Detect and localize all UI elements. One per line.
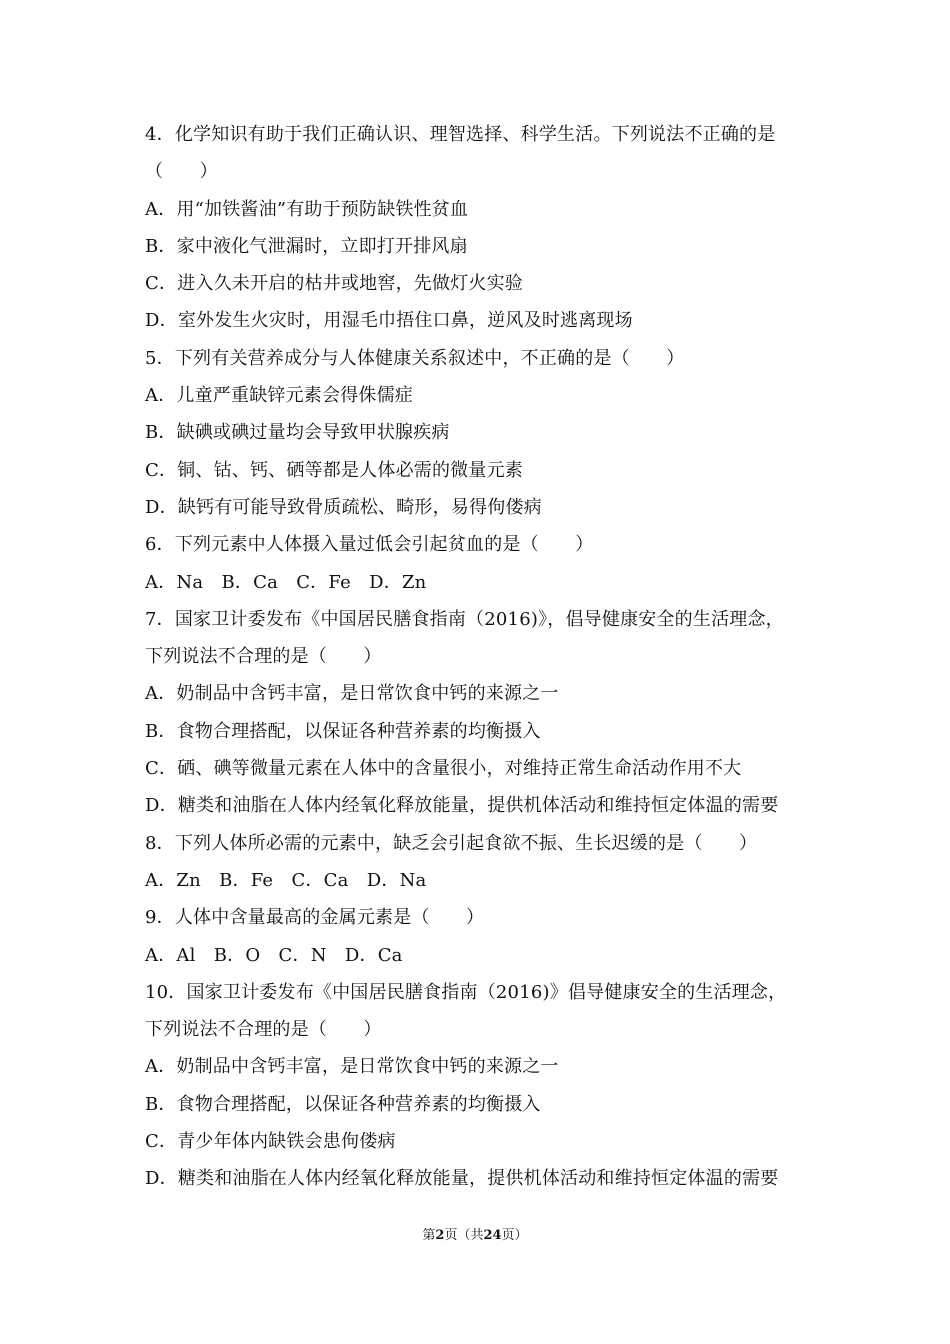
option-c: C．铜、钴、钙、硒等都是人体必需的微量元素 — [145, 459, 523, 481]
question-stem: 下列说法不合理的是（ ） — [145, 1019, 382, 1041]
option-a: A．儿童严重缺锌元素会得侏儒症 — [145, 385, 413, 407]
question-stem: 5．下列有关营养成分与人体健康关系叙述中，不正确的是（ ） — [145, 347, 685, 369]
question-7 — [145, 601, 825, 825]
footer-prefix: 第 — [422, 1228, 436, 1243]
option-row: A．Zn B．Fe C．Ca D．Na — [145, 869, 427, 891]
question-10 — [145, 974, 825, 1198]
question-stem: 8．下列人体所必需的元素中，缺乏会引起食欲不振、生长迟缓的是（ ） — [145, 832, 758, 854]
page-number: 2 — [435, 1228, 445, 1243]
question-8 — [145, 825, 825, 900]
footer-middle: 页（共 — [444, 1228, 484, 1243]
question-stem: 9．人体中含量最高的金属元素是（ ） — [145, 907, 485, 929]
option-b: B．食物合理搭配，以保证各种营养素的均衡摄入 — [145, 1093, 541, 1115]
option-d: D．糖类和油脂在人体内经氧化释放能量，提供机体活动和维持恒定体温的需要 — [145, 795, 779, 817]
option-d: D．室外发生火灾时，用湿毛巾捂住口鼻，逆风及时逃离现场 — [145, 310, 633, 332]
page-footer — [0, 1226, 950, 1246]
question-stem: 4．化学知识有助于我们正确认识、理智选择、科学生活。下列说法不正确的是 — [145, 124, 776, 145]
option-row: A．Na B．Ca C．Fe D．Zn — [145, 571, 427, 593]
option-a: A．奶制品中含钙丰富，是日常饮食中钙的来源之一 — [145, 1056, 559, 1078]
option-c: C．进入久未开启的枯井或地窖，先做灯火实验 — [145, 273, 523, 295]
option-d: D．缺钙有可能导致骨质疏松、畸形，易得佝偻病 — [145, 496, 542, 518]
question-6 — [145, 526, 825, 601]
question-list — [145, 116, 825, 1198]
question-9 — [145, 899, 825, 974]
question-stem: 下列说法不合理的是（ ） — [145, 646, 382, 668]
option-c: C．硒、碘等微量元素在人体中的含量很小，对维持正常生命活动作用不大 — [145, 758, 742, 780]
question-stem: 7．国家卫计委发布《中国居民膳食指南（2016)》，倡导健康安全的生活理念， — [145, 608, 784, 630]
option-c: C．青少年体内缺铁会患佝偻病 — [145, 1131, 396, 1153]
footer-suffix: 页） — [501, 1228, 528, 1243]
question-stem: 6．下列元素中人体摄入量过低会引起贫血的是（ ） — [145, 534, 594, 556]
option-d: D．糖类和油脂在人体内经氧化释放能量，提供机体活动和维持恒定体温的需要 — [145, 1168, 779, 1190]
question-4 — [145, 116, 825, 340]
option-a: A．用“加铁酱油”有助于预防缺铁性贫血 — [145, 198, 469, 220]
total-pages: 24 — [483, 1228, 502, 1243]
option-a: A．奶制品中含钙丰富，是日常饮食中钙的来源之一 — [145, 683, 559, 705]
option-b: B．食物合理搭配，以保证各种营养素的均衡摄入 — [145, 720, 541, 742]
question-stem: （ ） — [145, 161, 218, 183]
question-stem: 10．国家卫计委发布《中国居民膳食指南（2016)》倡导健康安全的生活理念， — [145, 981, 787, 1003]
option-b: B．缺碘或碘过量均会导致甲状腺疾病 — [145, 422, 450, 444]
question-5 — [145, 340, 825, 526]
option-row: A．Al B．O C．N D．Ca — [145, 944, 403, 966]
option-b: B．家中液化气泄漏时，立即打开排风扇 — [145, 235, 468, 257]
